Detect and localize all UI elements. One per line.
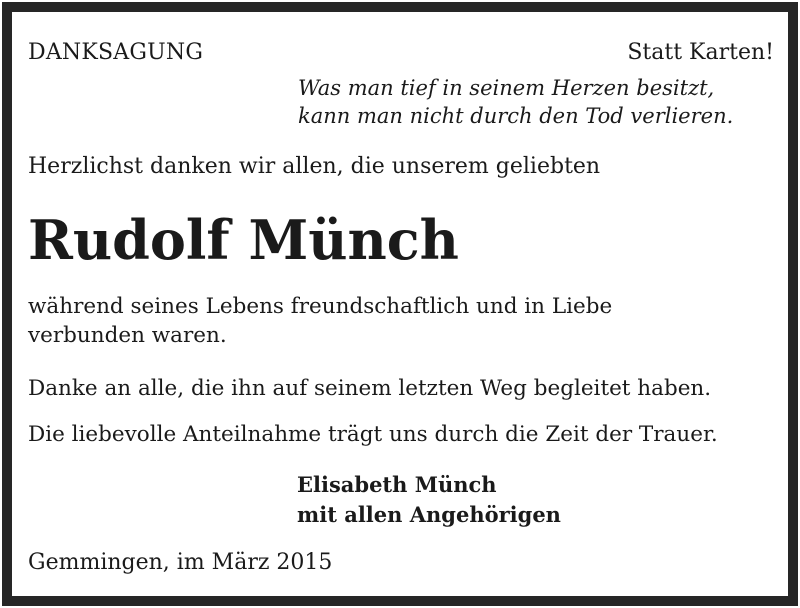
obituary-notice (2, 2, 798, 606)
notice-heading: DANKSAGUNG (28, 40, 204, 65)
signers-block (297, 470, 561, 530)
quote-line: kann man nicht durch den Tod verlieren. (298, 104, 734, 128)
intro-text: Herzlichst danken wir allen, die unserem geliebten (28, 154, 601, 179)
farewell-thanks: Danke an alle, die ihn auf seinem letzten Weg begleitet haben. (28, 376, 712, 401)
sympathy-thanks: Die liebevolle Anteilnahme trägt uns durch die Zeit der Trauer. (28, 422, 718, 447)
thanks-paragraph (28, 292, 768, 350)
signer-line: Elisabeth Münch (297, 472, 497, 497)
signer-line: mit allen Angehörigen (297, 502, 561, 527)
place-and-date: Gemmingen, im März 2015 (28, 550, 333, 575)
quote-line: Was man tief in seinem Herzen besitzt, (298, 76, 715, 100)
paragraph-line: während seines Lebens freundschaftlich und in Liebe (28, 294, 613, 319)
deceased-name: Rudolf Münch (28, 208, 459, 272)
memorial-quote (298, 74, 778, 130)
corner-note: Statt Karten! (627, 40, 774, 65)
paragraph-line: verbunden waren. (28, 323, 227, 348)
